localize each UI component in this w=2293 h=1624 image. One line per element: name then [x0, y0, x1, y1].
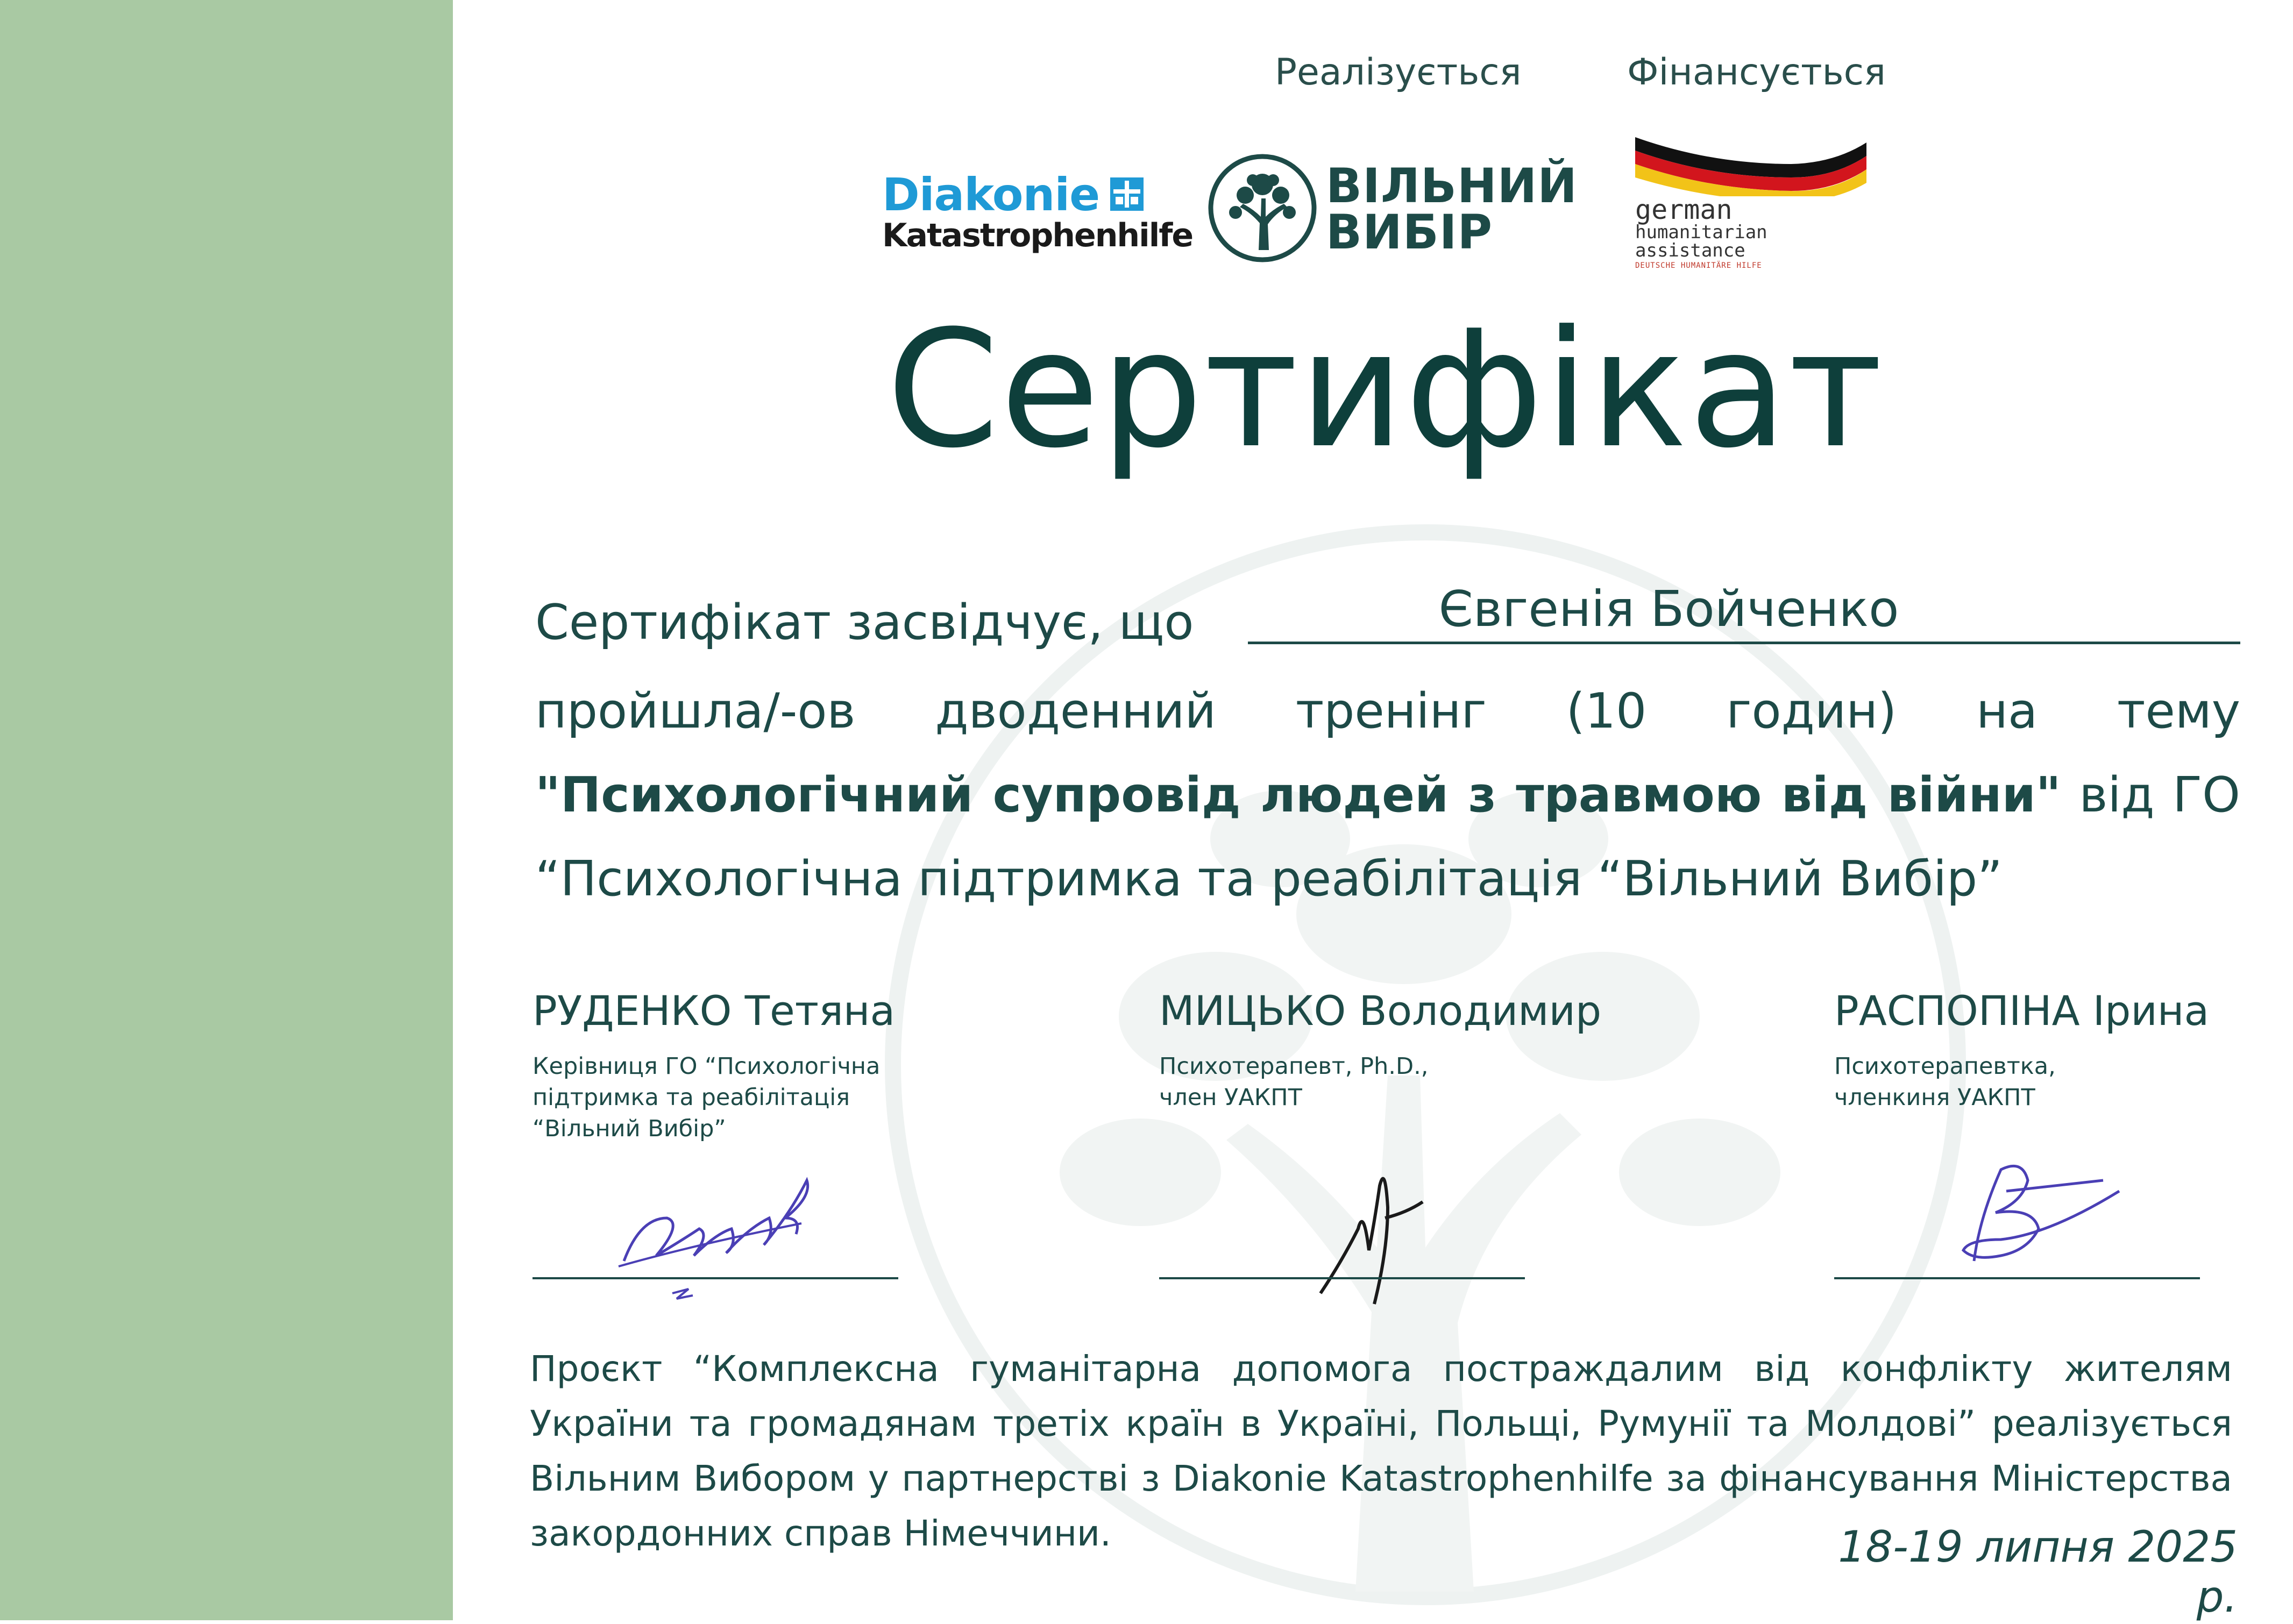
tree-logo-icon — [1208, 153, 1318, 263]
diakonie-sub: Katastrophenhilfe — [882, 217, 1193, 254]
vv-line1: ВІЛЬНИЙ — [1326, 158, 1578, 213]
signature-3 — [1942, 1137, 2135, 1277]
signature-1 — [608, 1137, 834, 1309]
signatory-name: РАСПОПІНА Ірина — [1834, 987, 2210, 1035]
signatory-3 — [1834, 987, 2209, 1113]
gha-text — [1635, 196, 1767, 269]
signature-line — [533, 1277, 898, 1279]
vilnyi-vybir-logo — [1208, 153, 1578, 269]
vilnyi-vybir-wordmark — [1326, 158, 1578, 260]
financed-caption: Фінансується — [1627, 51, 1886, 94]
certificate-paragraph — [535, 669, 2240, 921]
text-after-topic: від ГО “Психологічна підтримка та реабілітація “Вільний Вибір” — [535, 767, 2240, 907]
signatory-role: Психотерапевт, Ph.D., член УАКПТ — [1159, 1053, 1429, 1111]
diakonie-logo — [882, 168, 1193, 254]
gha-line4: DEUTSCHE HUMANITÄRE HILFE — [1635, 261, 1762, 270]
german-humanitarian-assistance-logo — [1630, 132, 1877, 288]
certificate-title: Сертифікат — [886, 296, 1884, 483]
certificate-date: 18-19 липня 2025 р. — [1838, 1522, 2238, 1622]
training-topic: "Психологічний супровід людей з травмою від війни" — [535, 767, 2061, 823]
realized-caption: Реалізується — [1275, 51, 1522, 94]
certifies-label: Сертифікат засвідчує, що — [535, 594, 1194, 651]
gha-line1: german — [1635, 194, 1733, 225]
diakonie-name: Diakonie — [882, 168, 1100, 221]
text-before-topic: пройшла/-ов дводенний тренінг (10 годин) на тему — [535, 683, 2240, 739]
diakonie-cross-icon — [1110, 177, 1144, 211]
signature-2 — [1299, 1143, 1460, 1315]
recipient-name: Євгенія Бойченко — [1438, 580, 1899, 638]
project-statement: Проєкт “Комплексна гуманітарна допомога постраждалим від конфлікту жителям України та громадянам третіх країн в Україні, Польщі, Румунії та Молдові” реалізується Вільним Вибором у партнерстві з Diakonie Katastrophenhilfe за фінансування Міністерства закордонних справ Німеччини. — [530, 1348, 2232, 1554]
signature-line — [1834, 1277, 2200, 1279]
vv-line2: ВИБІР — [1326, 204, 1493, 260]
side-band — [0, 0, 453, 1620]
signatory-name: РУДЕНКО Тетяна — [533, 987, 896, 1035]
signatory-role: Психотерапевтка, членкиня УАКПТ — [1834, 1053, 2056, 1111]
gha-line3: assistance — [1635, 240, 1745, 261]
signatory-name: МИЦЬКО Володимир — [1159, 987, 1602, 1035]
name-underline — [1248, 642, 2240, 644]
signatory-1 — [533, 987, 895, 1144]
signature-line — [1159, 1277, 1525, 1279]
certifies-row — [535, 580, 2240, 653]
signatory-role: Керівниця ГО “Психологічна підтримка та реабілітація “Вільний Вибір” — [533, 1053, 881, 1142]
german-flag-ribbon-icon — [1630, 132, 1877, 196]
gha-line2: humanitarian — [1635, 222, 1767, 243]
signatory-2 — [1159, 987, 1601, 1113]
